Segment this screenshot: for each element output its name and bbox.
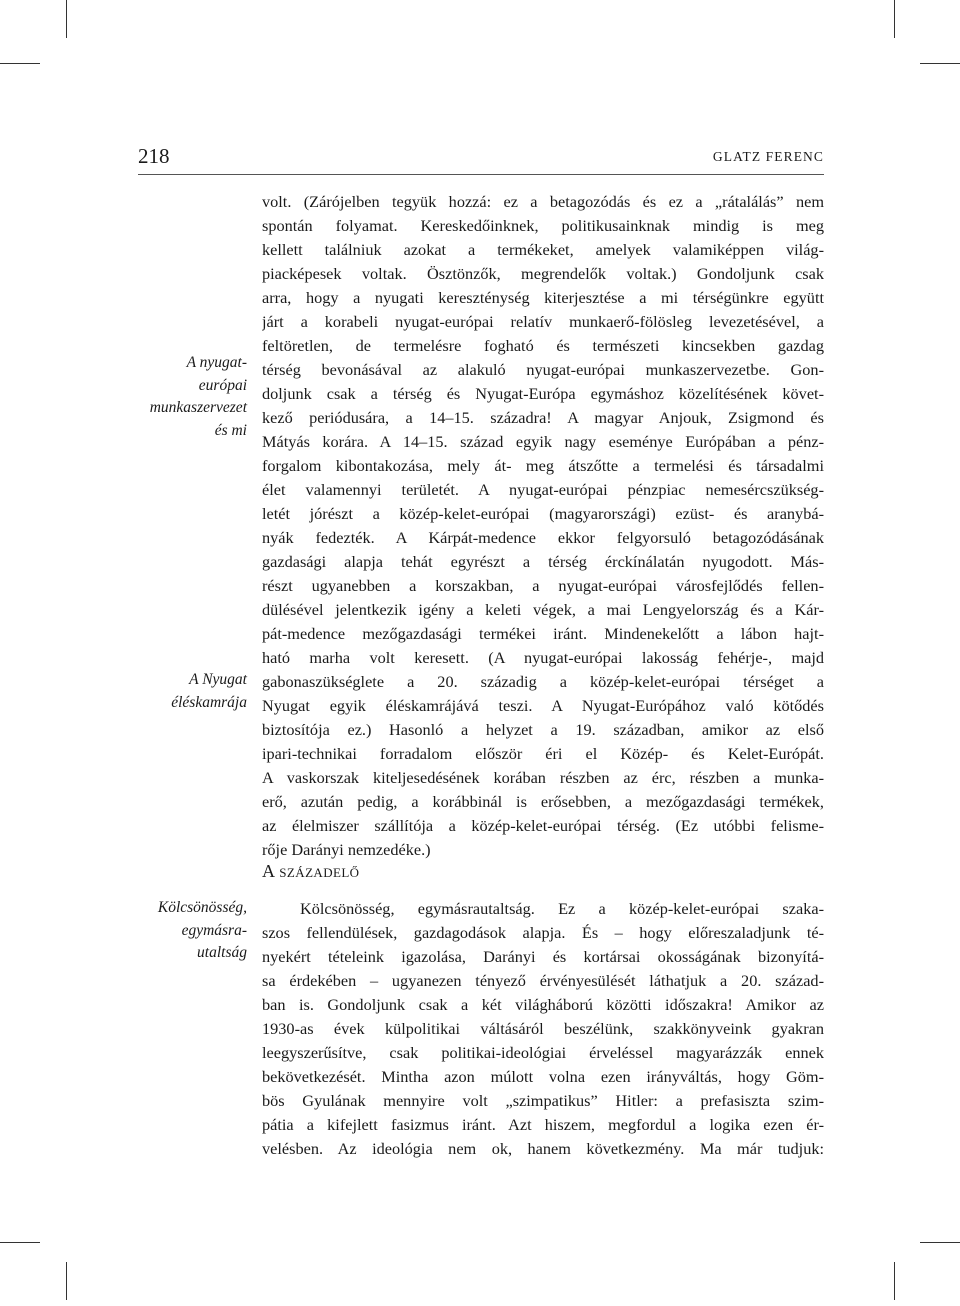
crop-mark-bottom-right-h [920,1242,960,1243]
text-line: bekövetkezését. Mintha azon múlott volna ezen irányváltás, hogy Göm- [262,1067,824,1086]
margin-note-line: A nyugat- [186,354,247,371]
text-line: nyák fedezték. A Kárpát-medence ekkor felgyorsuló betagozódásának [262,528,824,547]
text-line: térség bevonásával az alakuló nyugat-európai munkaszervezetbe. Gon- [262,360,824,379]
text-line: piacképesek voltak. Ösztönzők, megrendelők voltak.) Gondoljunk csak [262,264,824,283]
text-line: rője Darányi nemzedéke.) [262,840,431,859]
text-line: letét jórészt a közép-kelet-európai (magyarországi) ezüst- és aranybá- [262,504,824,523]
text-line: volt. (Zárójelben tegyük hozzá: ez a betagozódás és ez a „rátalálás” nem [262,192,824,211]
text-line: arra, hogy a nyugati kereszténység kiterjesztése a mi térségünkre együtt [262,288,824,307]
text-line: részt ugyanebben a korszakban, a nyugat-európai városfejlődés fellen- [262,576,824,595]
text-line: ipari-technikai forradalom először éri el Közép- és Kelet-Európát. [262,744,824,763]
margin-note-line: munkaszervezet [149,399,247,416]
section-heading: A századelő [262,861,360,881]
header-rule [138,174,824,175]
text-line: dülésével jelentkezik igény a keleti végek, a mai Lengyelország és a Kár- [262,600,824,619]
text-line: A vaskorszak kiteljesedésének korában részben az érc, részben a munka- [262,768,824,787]
text-line: gazdasági alapja tehát egyrészt a térség érckínálatán nyugodott. Más- [262,552,824,571]
text-line: Mátyás korára. A 14–15. század egyik nagy eseménye Európában a pénz- [262,432,824,451]
text-line: élet valamennyi területét. A nyugat-európai pénzpiac nemesércszükség- [262,480,824,499]
margin-note-line: európai [198,376,247,394]
text-line: pát-medence mezőgazdasági termékei iránt. Mindenekelőtt a lábon hajt- [262,624,824,643]
crop-mark-top-left-h [0,63,40,64]
text-line: szos fellendülések, gazdagodások alapja. És – hogy előreszaladjunk té- [262,923,824,942]
text-line: járt a korabeli nyugat-európai relatív munkaerő-fölösleg levezetésével, a [262,312,824,331]
text-line: Kölcsönösség, egymásrautaltság. Ez a közép-kelet-európai szaka- [300,899,824,918]
margin-note-kolcsonosseg [117,897,247,965]
crop-mark-top-left [66,0,67,38]
text-line: feltöretlen, de termelésre fogható és természeti kincsekben gazdag [262,336,824,355]
body-paragraph-1 [262,190,824,862]
margin-note-munkaszervezet [117,352,247,442]
margin-note-line: A Nyugat [189,671,247,688]
text-line: biztosítója ez.) Hasonló a helyzet a 19. században, amikor az első [262,720,824,739]
text-line: ban is. Gondoljunk csak a két világháború közötti időszakra! Amikor az [262,995,824,1014]
text-line: gabonaszükséglete a 20. századig a közép-kelet-európai térséget a [262,672,824,691]
text-line: az élelmiszer szállítója a közép-kelet-európai térség. (Ez utóbbi felisme- [262,816,824,835]
body-paragraph-2 [262,897,824,1161]
text-line: kező periódusára, a 14–15. századra! A magyar Anjouk, Zsigmond és [262,408,824,427]
margin-note-line: Kölcsönösség, [157,899,247,916]
margin-note-line: utaltság [197,944,247,961]
text-line: sa érdekében – ugyanezen tényező érvényesülését láthatjuk a 20. század- [262,971,824,990]
margin-note-eleskamra [117,669,247,714]
page-header [138,143,824,169]
margin-note-line: és mi [214,421,247,439]
text-line: Nyugat egyik éléskamrájává teszi. A Nyugat-Európához való kötődés [262,696,824,715]
text-line: doljunk csak a térség és Nyugat-Európa egymáshoz közelítésének követ- [262,384,824,403]
text-line: ható marha volt keresett. (A nyugat-európai lakosság fehérje-, majd [262,648,824,667]
margin-note-line: éléskamrája [171,693,247,711]
text-line: kellett találniuk azokat a termékeket, amelyek valamiképpen világ- [262,240,824,259]
running-head-author: GLATZ FERENC [712,149,824,164]
text-line: pátia a kifejlett fasizmus iránt. Azt hiszem, megfordul a logika ezen ér- [262,1115,824,1134]
crop-mark-top-right [894,0,895,38]
text-line: leegyszerűsítve, csak politikai-ideológiai érveléssel magyarázzák ennek [262,1043,824,1062]
crop-mark-bottom-right [894,1262,895,1300]
margin-note-line: egymásra- [181,921,247,939]
text-line: velésben. Az ideológia nem ok, hanem következmény. Ma már tudjuk: [262,1139,824,1158]
page-number: 218 [138,144,170,168]
crop-mark-top-right-h [920,63,960,64]
crop-mark-bottom-left-h [0,1242,40,1243]
text-line: forgalom kibontakozása, mely át- meg átszőtte a termelési és társadalmi [262,456,824,475]
text-line: spontán folyamat. Kereskedőinknek, politikusainknak mindig is meg [262,216,824,235]
text-line: bös Gyulának mennyire volt „szimpatikus” Hitler: a prefasiszta szim- [262,1091,824,1110]
text-line: nyekért tételeink igazolása, Darányi és kortársai okosságának bizonyítá- [262,947,824,966]
crop-mark-bottom-left [66,1262,67,1300]
text-line: 1930-as évek külpolitikai váltásáról beszélünk, szakkönyveink gyakran [262,1019,824,1038]
text-line: erő, azután pedig, a korábbinál is erősebben, a mezőgazdasági termékek, [262,792,824,811]
